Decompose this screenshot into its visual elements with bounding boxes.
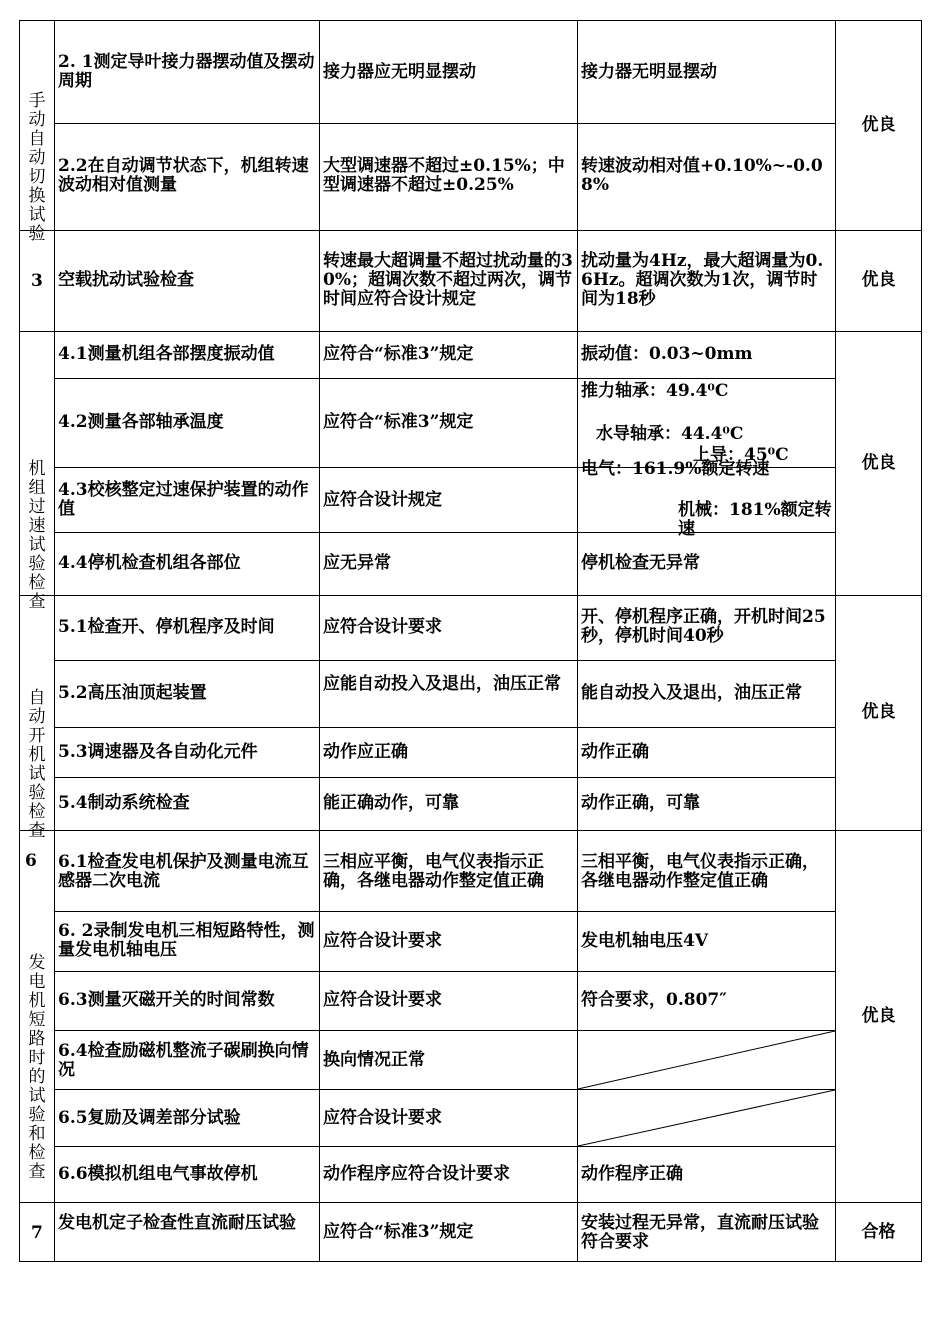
requirement-cell: 应符合设计要求 bbox=[323, 1108, 442, 1128]
result-line: 电气：161.9%额定转速 bbox=[581, 459, 770, 479]
grid-line bbox=[54, 911, 836, 912]
result-cell: 动作正确 bbox=[581, 742, 649, 762]
item-cell: 6. 2录制发电机三相短路特性，测量发电机轴电压 bbox=[58, 921, 315, 960]
item-cell: 5.4制动系统检查 bbox=[58, 793, 190, 813]
grid-line bbox=[54, 777, 836, 778]
item-cell: 4.2测量各部轴承温度 bbox=[58, 412, 224, 432]
section-number: 6 bbox=[25, 851, 37, 871]
grid-line bbox=[54, 727, 836, 728]
result-cell: 转速波动相对值+0.10%~-0.08% bbox=[581, 156, 823, 195]
grid-line bbox=[19, 595, 922, 596]
grid-line bbox=[19, 1261, 922, 1262]
result-cell: 符合要求，0.807″ bbox=[581, 990, 727, 1010]
empty-cell-diagonal bbox=[578, 1031, 835, 1089]
result-line: 推力轴承：49.4⁰C bbox=[581, 381, 729, 401]
section-number: 7 bbox=[31, 1223, 43, 1243]
item-cell: 发电机定子检查性直流耐压试验 bbox=[58, 1213, 296, 1233]
result-cell: 扰动量为4Hz，最大超调量为0.6Hz。超调次数为1次，调节时间为18秒 bbox=[581, 251, 824, 309]
result-cell: 能自动投入及退出，油压正常 bbox=[581, 683, 802, 703]
item-cell: 6.6模拟机组电气事故停机 bbox=[58, 1164, 258, 1184]
grid-line bbox=[19, 331, 922, 332]
item-cell: 5.2高压油顶起装置 bbox=[58, 683, 207, 703]
result-line: 上导：45⁰C bbox=[693, 445, 789, 465]
item-cell: 2.2在自动调节状态下，机组转速波动相对值测量 bbox=[58, 156, 309, 195]
requirement-cell: 转速最大超调量不超过扰动量的30%；超调次数不超过两次，调节时间应符合设计规定 bbox=[323, 251, 573, 309]
section-label: 自动开机试验检查 bbox=[28, 688, 46, 841]
result-cell: 停机检查无异常 bbox=[581, 553, 700, 573]
result-line: 水导轴承：44.4⁰C bbox=[596, 424, 744, 444]
grade-cell: 合格 bbox=[861, 1222, 896, 1242]
item-cell: 5.1检查开、停机程序及时间 bbox=[58, 617, 275, 637]
item-cell: 5.3调速器及各自动化元件 bbox=[58, 742, 258, 762]
item-cell: 空载扰动试验检查 bbox=[58, 270, 194, 290]
requirement-cell: 应无异常 bbox=[323, 553, 391, 573]
result-cell: 动作程序正确 bbox=[581, 1164, 683, 1184]
grade-cell: 优良 bbox=[861, 270, 896, 290]
item-cell: 4.3校核整定过速保护装置的动作值 bbox=[58, 480, 309, 519]
grid-line bbox=[54, 123, 836, 124]
requirement-cell: 应符合“标准3”规定 bbox=[323, 344, 474, 364]
requirement-cell: 动作程序应符合设计要求 bbox=[323, 1164, 510, 1184]
item-cell: 6.1检查发电机保护及测量电流互感器二次电流 bbox=[58, 852, 309, 891]
section-label: 发电机短路时的试验和检查 bbox=[28, 953, 46, 1182]
requirement-cell: 应符合设计要求 bbox=[323, 931, 442, 951]
requirement-cell: 应符合设计规定 bbox=[323, 490, 442, 510]
item-cell: 2. 1测定导叶接力器摆动值及摆动周期 bbox=[58, 52, 315, 91]
requirement-cell: 应符合设计要求 bbox=[323, 990, 442, 1010]
grade-cell: 优良 bbox=[861, 702, 896, 722]
section-label: 手动自动切换试验 bbox=[28, 91, 46, 244]
grid-line bbox=[19, 20, 922, 21]
item-cell: 6.3测量灭磁开关的时间常数 bbox=[58, 990, 275, 1010]
result-line bbox=[581, 500, 833, 539]
grid-line bbox=[19, 20, 20, 1262]
item-cell: 6.4检查励磁机整流子碳刷换向情况 bbox=[58, 1041, 309, 1080]
requirement-cell: 换向情况正常 bbox=[323, 1050, 425, 1070]
requirement-cell: 应符合设计要求 bbox=[323, 617, 442, 637]
result-line-text: 机械：181%额定转速 bbox=[678, 500, 832, 539]
grid-line bbox=[54, 971, 836, 972]
result-cell: 三相平衡，电气仪表指示正确，各继电器动作整定值正确 bbox=[581, 852, 819, 891]
item-cell: 4.4停机检查机组各部位 bbox=[58, 553, 241, 573]
requirement-cell: 动作应正确 bbox=[323, 742, 408, 762]
grid-line bbox=[319, 20, 320, 1262]
empty-cell-diagonal bbox=[578, 1090, 835, 1146]
requirement-cell: 大型调速器不超过±0.15%；中型调速器不超过±0.25% bbox=[323, 156, 565, 195]
grid-line bbox=[19, 830, 922, 831]
result-cell: 接力器无明显摆动 bbox=[581, 62, 717, 82]
requirement-cell: 能正确动作，可靠 bbox=[323, 793, 459, 813]
grade-cell: 优良 bbox=[861, 1006, 896, 1026]
result-cell: 振动值：0.03~0mm bbox=[581, 344, 753, 364]
grid-line bbox=[19, 230, 922, 231]
result-cell: 安装过程无异常，直流耐压试验符合要求 bbox=[581, 1213, 819, 1252]
requirement-cell: 应符合“标准3”规定 bbox=[323, 412, 474, 432]
item-cell: 6.5复励及调差部分试验 bbox=[58, 1108, 241, 1128]
grid-line bbox=[54, 660, 836, 661]
grade-cell: 优良 bbox=[861, 115, 896, 135]
grid-line bbox=[54, 20, 55, 1262]
grade-cell: 优良 bbox=[861, 453, 896, 473]
requirement-cell: 三相应平衡，电气仪表指示正确，各继电器动作整定值正确 bbox=[323, 852, 544, 891]
requirement-cell: 接力器应无明显摆动 bbox=[323, 62, 476, 82]
grid-line bbox=[54, 378, 836, 379]
grid-line bbox=[54, 1146, 836, 1147]
item-cell: 4.1测量机组各部摆度振动值 bbox=[58, 344, 275, 364]
grid-line bbox=[835, 20, 836, 1262]
requirement-cell: 应能自动投入及退出，油压正常 bbox=[323, 674, 561, 694]
grid-line bbox=[19, 1202, 922, 1203]
section-number: 3 bbox=[31, 271, 43, 291]
result-cell: 发电机轴电压4V bbox=[581, 931, 709, 951]
requirement-cell: 应符合“标准3”规定 bbox=[323, 1222, 474, 1242]
result-cell: 开、停机程序正确，开机时间25秒，停机时间40秒 bbox=[581, 607, 826, 646]
grid-line bbox=[921, 20, 922, 1262]
section-label: 机组过速试验检查 bbox=[28, 459, 46, 612]
result-cell: 动作正确，可靠 bbox=[581, 793, 700, 813]
